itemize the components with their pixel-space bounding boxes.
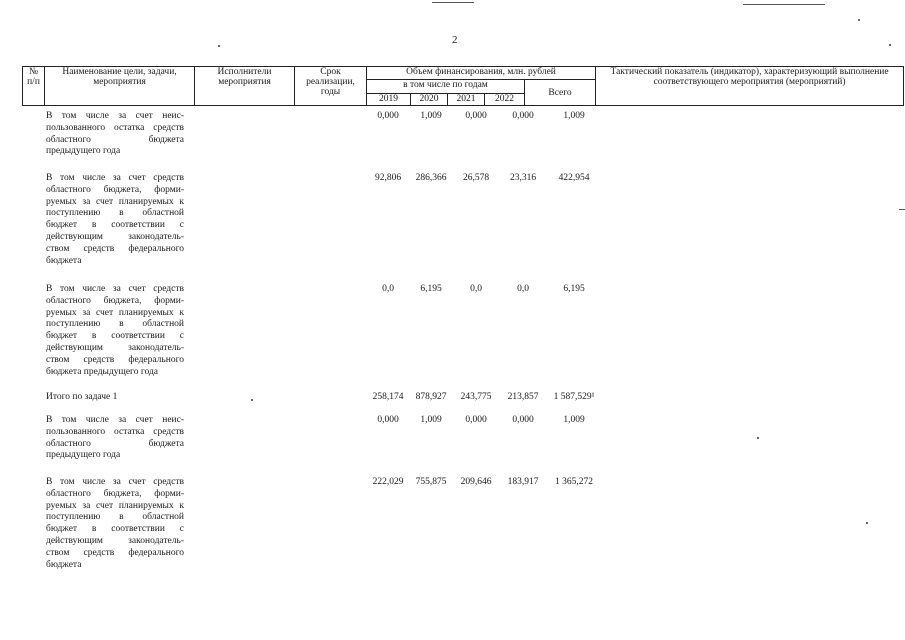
row-2-value-2021: 26,578: [462, 173, 490, 183]
col-indicator: Тактический показатель (индикатор), характеризующий выполнение соответствующего мероприятия (мероприятий): [596, 67, 904, 106]
row-5-total: 1,009: [563, 415, 585, 425]
row-1-total: 1,009: [563, 111, 585, 121]
scan-dot: [757, 437, 759, 439]
scan-line-top-center: [432, 2, 474, 3]
page-number: 2: [452, 34, 458, 46]
row-5-value-2019: 0,000: [377, 415, 399, 425]
row-5-description: В том числе за счет неис-пользованного остатка средств областного бюджета предыдущего года: [46, 415, 184, 461]
scan-dot: [889, 44, 891, 46]
col-year-2021: 2021: [448, 94, 485, 106]
row-5-value-2022: 0,000: [512, 415, 534, 425]
row-1-value-2021: 0,000: [465, 111, 487, 121]
row-4-description: Итого по задаче 1: [46, 392, 118, 402]
col-total: Всего: [525, 80, 596, 106]
col-year-2022: 2022: [485, 94, 525, 106]
col-financing: Объем финансирования, млн. рублей: [367, 67, 596, 80]
row-6-value-2019: 222,029: [372, 477, 404, 487]
col-executors: Исполнители мероприятия: [195, 67, 295, 106]
row-1-description: В том числе за счет неис-пользованного остатка средств областного бюджета предыдущего года: [46, 111, 184, 157]
row-4-value-2022: 213,857: [507, 392, 539, 402]
row-5-value-2020: 1,009: [420, 415, 442, 425]
scan-dash: [899, 209, 905, 210]
row-1-value-2020: 1,009: [420, 111, 442, 121]
scan-dot: [251, 399, 253, 401]
row-3-value-2020: 6,195: [420, 284, 442, 294]
row-4-value-2019: 258,174: [372, 392, 404, 402]
row-6-total: 1 365,272: [555, 477, 593, 487]
scan-dot: [858, 19, 860, 21]
scan-line-top-right: [743, 4, 825, 5]
row-1-value-2022: 0,000: [512, 111, 534, 121]
row-2-value-2022: 23,316: [509, 173, 537, 183]
scan-dot: [218, 45, 220, 47]
row-3-value-2019: 0,0: [382, 284, 394, 294]
row-3-description: В том числе за счет средств областного бюджета, форми-руемых за счет планируемых к поступлению в областной бюджет в соответствии с действующим законодатель-ством средств федерального бюджета предыдущего года: [46, 284, 184, 377]
row-6-value-2021: 209,646: [460, 477, 492, 487]
row-2-description: В том числе за счет средств областного бюджета, форми-руемых за счет планируемых к поступлению в областной бюджет в соответствии с действующим законодатель-ством средств федерального бюджета: [46, 173, 184, 266]
row-6-value-2020: 755,875: [415, 477, 447, 487]
row-2-total: 422,954: [558, 173, 590, 183]
row-3-value-2022: 0,0: [517, 284, 529, 294]
row-5-value-2021: 0,000: [465, 415, 487, 425]
row-2-value-2020: 286,366: [415, 173, 447, 183]
row-6-value-2022: 183,917: [507, 477, 539, 487]
row-4-value-2021: 243,775: [460, 392, 492, 402]
col-year-2020: 2020: [411, 94, 448, 106]
col-name: Наименование цели, задачи, мероприятия: [45, 67, 195, 106]
row-1-value-2019: 0,000: [377, 111, 399, 121]
col-year-2019: 2019: [367, 94, 411, 106]
row-4-total: 1 587,529¹: [553, 392, 595, 402]
row-2-value-2019: 92,806: [374, 173, 402, 183]
row-6-description: В том числе за счет средств областного бюджета, форми-руемых за счет планируемых к поступлению в областной бюджет в соответствии с действующим законодатель-ством средств федерального бюджета: [46, 477, 184, 570]
col-by-years: в том числе по годам: [367, 80, 525, 94]
row-3-value-2021: 0,0: [470, 284, 482, 294]
financing-table-header: [22, 66, 904, 106]
row-4-value-2020: 878,927: [415, 392, 447, 402]
col-term: Срок реализации, годы: [295, 67, 367, 106]
scan-dot: [866, 522, 868, 524]
col-number: № п/п: [23, 67, 45, 106]
row-3-total: 6,195: [563, 284, 585, 294]
